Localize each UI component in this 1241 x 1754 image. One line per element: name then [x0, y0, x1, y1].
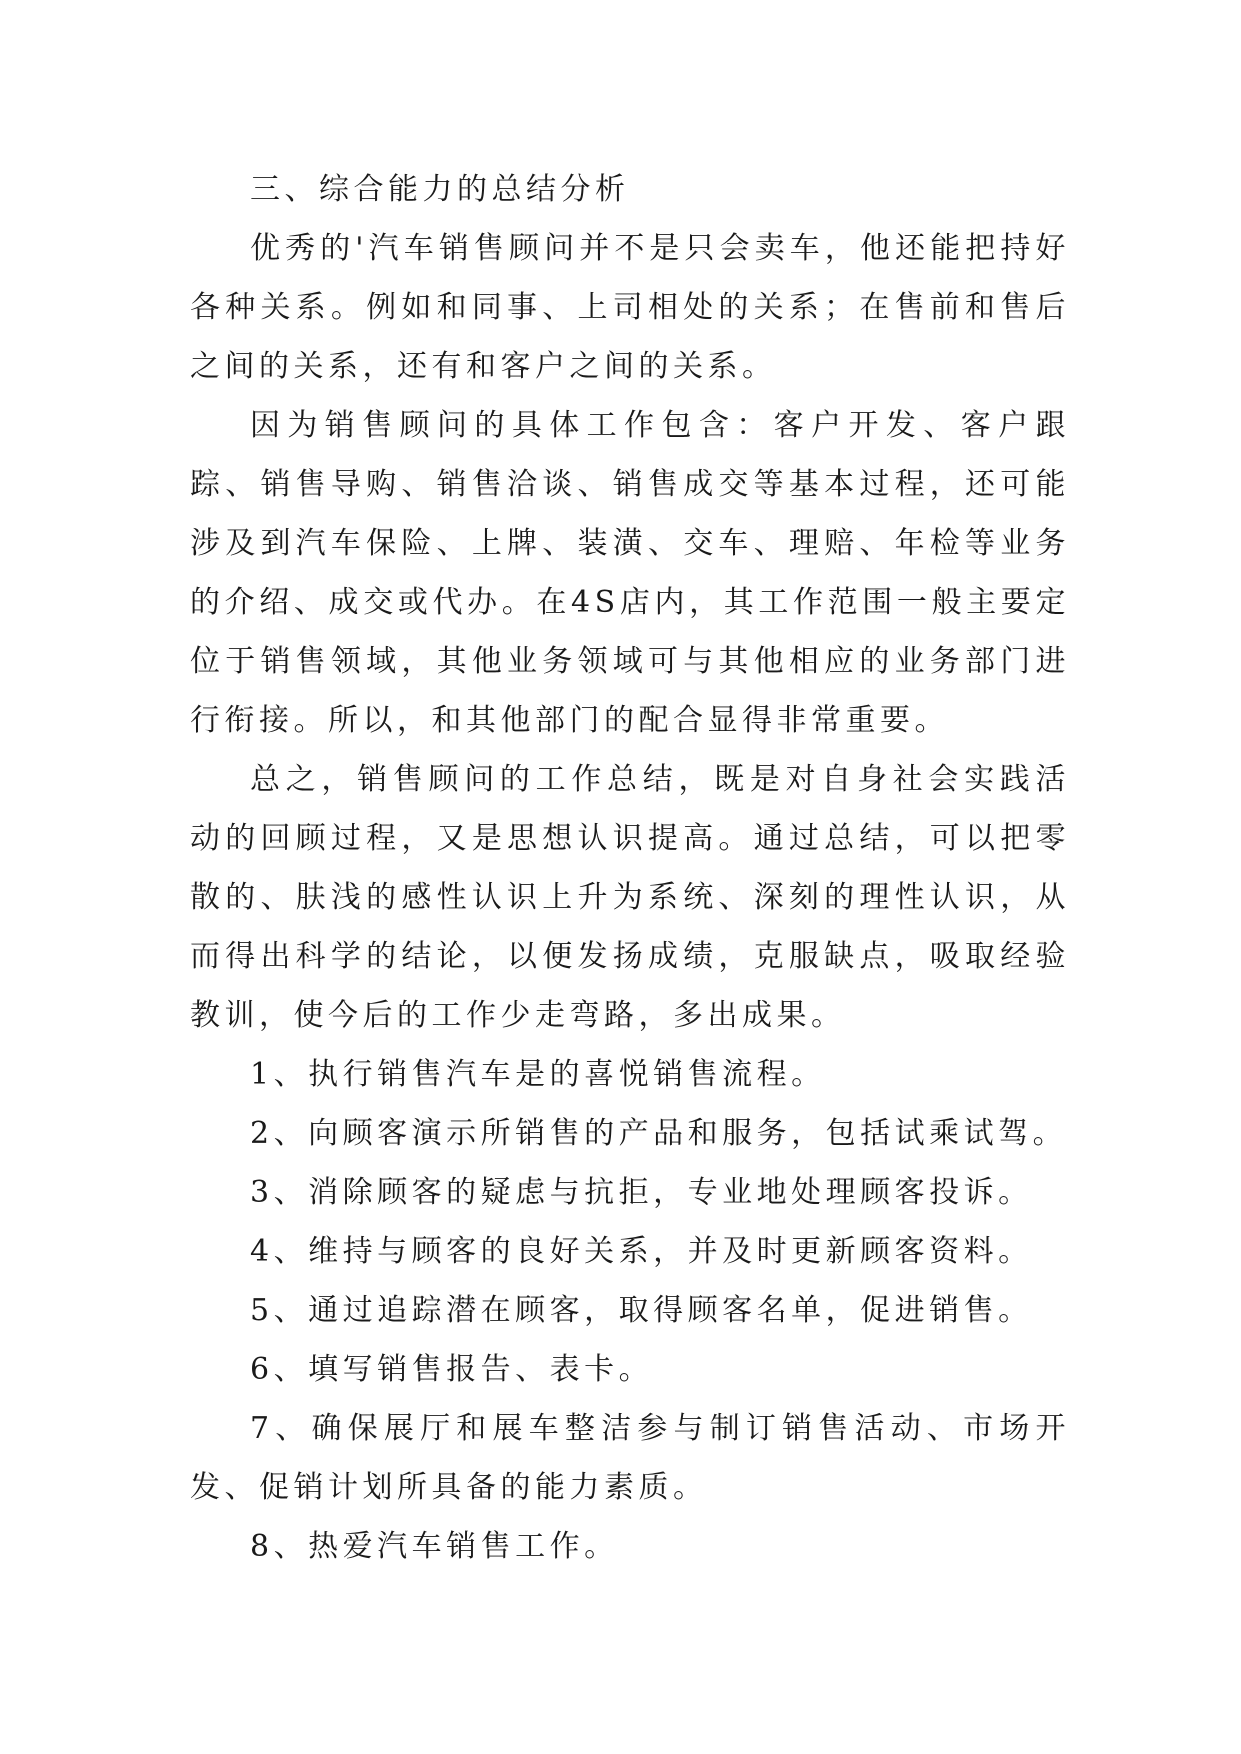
paragraph-job-scope: 因为销售顾问的具体工作包含：客户开发、客户跟踪、销售导购、销售洽谈、销售成交等基本过程，还可能涉及到汽车保险、上牌、装潢、交车、理赔、年检等业务的介绍、成交或代办。在4S店内，其工作范围一般主要定位于销售领域，其他业务领域可与其他相应的业务部门进行衔接。所以，和其他部门的配合显得非常重要。: [190, 408, 1070, 738]
list-item-6: 6、填写销售报告、表卡。: [250, 1352, 654, 1387]
list-item-3: 3、消除顾客的疑虑与抗拒，专业地处理顾客投诉。: [250, 1175, 1033, 1210]
paragraph-relationships: 优秀的'汽车销售顾问并不是只会卖车，他还能把持好各种关系。例如和同事、上司相处的关系；在售前和售后之间的关系，还有和客户之间的关系。: [190, 231, 1070, 384]
section-heading: 三、综合能力的总结分析: [250, 172, 630, 207]
list-item-1: 1、执行销售汽车是的喜悦销售流程。: [250, 1057, 826, 1092]
list-item-2: 2、向顾客演示所销售的产品和服务，包括试乘试驾。: [250, 1116, 1068, 1151]
paragraph-summary: 总之，销售顾问的工作总结，既是对自身社会实践活动的回顾过程，又是思想认识提高。通过总结，可以把零散的、肤浅的感性认识上升为系统、深刻的理性认识，从而得出科学的结论，以便发扬成绩，克服缺点，吸取经验教训，使今后的工作少走弯路，多出成果。: [190, 762, 1070, 1033]
document-body: [190, 160, 1070, 1576]
list-item-7: 7、确保展厅和展车整洁参与制订销售活动、市场开发、促销计划所具备的能力素质。: [190, 1411, 1070, 1505]
list-item-8: 8、热爱汽车销售工作。: [250, 1529, 619, 1564]
list-item-4: 4、维持与顾客的良好关系，并及时更新顾客资料。: [250, 1234, 1033, 1269]
list-item-5: 5、通过追踪潜在顾客，取得顾客名单，促进销售。: [250, 1293, 1033, 1328]
